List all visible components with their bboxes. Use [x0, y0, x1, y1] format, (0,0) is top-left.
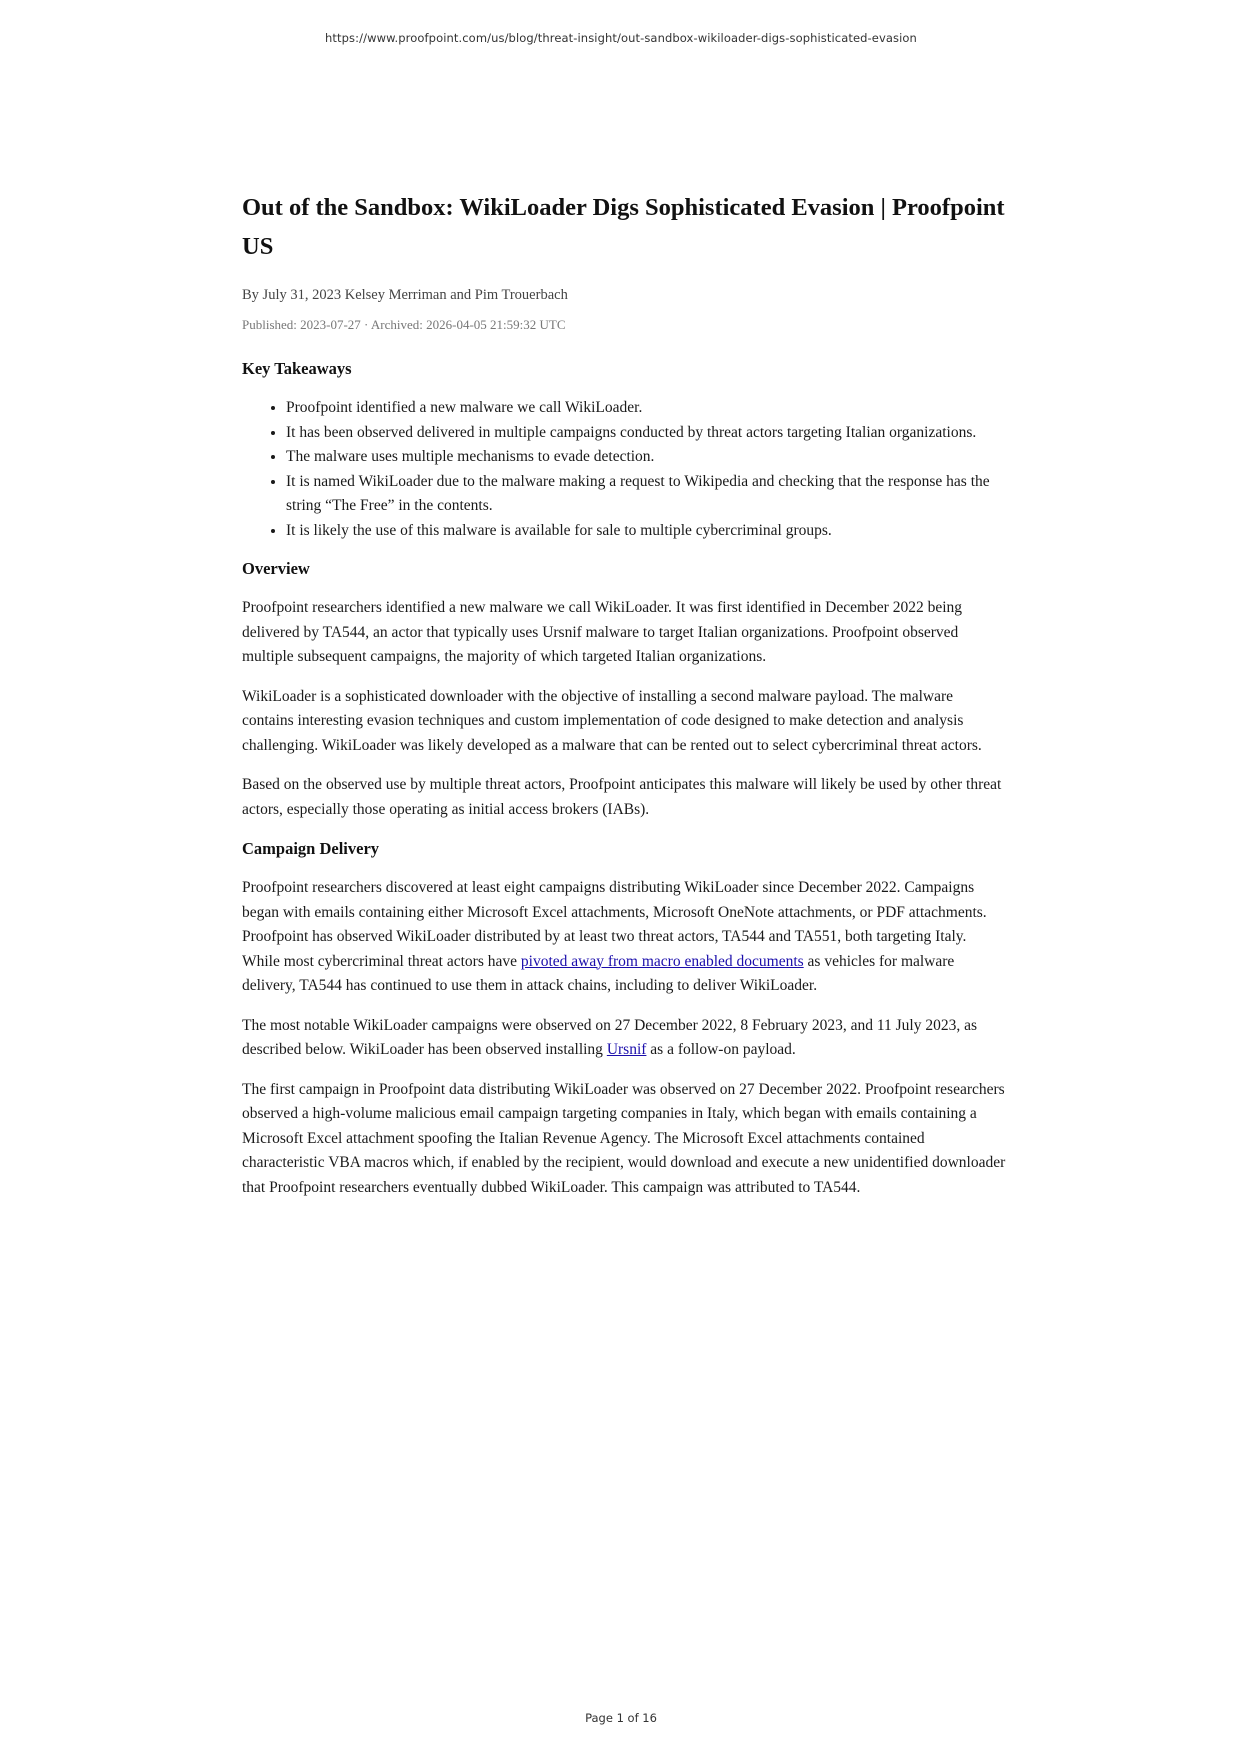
- article-title: Out of the Sandbox: WikiLoader Digs Sophisticated Evasion | Proofpoint US: [242, 194, 1005, 260]
- link-ursnif[interactable]: Ursnif: [606, 1041, 647, 1058]
- paragraph: WikiLoader is a sophisticated downloader with the objective of installing a second malware payload. The malware contains interesting evasion techniques and custom implementation of code designed to make detection and analysis challenging. WikiLoader was likely developed as a malware that can be rented out to select cybercriminal threat actors.: [242, 687, 982, 754]
- paragraph: The first campaign in Proofpoint data distributing WikiLoader was observed on 27 December 2022. Proofpoint researchers observed a high-volume malicious email campaign targeting companies in Italy, which began with emails containing a Microsoft Excel attachment spoofing the Italian Revenue Agency. The Microsoft Excel attachments contained characteristic VBA macros which, if enabled by the recipient, would download and execute a new unidentified downloader that Proofpoint researchers eventually dubbed WikiLoader. This campaign was attributed to TA544.: [242, 1080, 1006, 1196]
- paragraph-text: Proofpoint researchers discovered at least eight campaigns distributing WikiLoader since December 2022. Campaigns began with emails containing either Microsoft Excel attachments, Microsoft OneNote attachments, or PDF attachments. Proofpoint has observed WikiLoader distributed by at least two threat actors, TA544 and TA551, both targeting Italy. While most cybercriminal threat actors have: [242, 879, 987, 970]
- paragraph-text: The most notable WikiLoader campaigns were observed on 27 December 2022, 8 February 2023, and 11 July 2023, as described below. WikiLoader has been observed installing: [242, 1016, 978, 1058]
- article: [242, 188, 1006, 1215]
- paragraph: Based on the observed use by multiple threat actors, Proofpoint anticipates this malware will likely be used by other threat actors, especially those operating as initial access brokers (IABs).: [242, 776, 1002, 818]
- page-number: Page 1 of 16: [585, 1711, 657, 1725]
- paragraph: [242, 1014, 1006, 1063]
- paragraph-text: as vehicles for malware delivery, TA544 has continued to use them in attack chains, including to deliver WikiLoader.: [242, 952, 955, 994]
- list-item: • It is likely the use of this malware is available for sale to multiple cybercriminal groups.: [286, 519, 1006, 544]
- article-meta: Published: 2023-07-27 · Archived: 2026-04-05 21:59:32 UTC: [242, 317, 566, 332]
- list-item: • It has been observed delivered in multiple campaigns conducted by threat actors targeting Italian organizations.: [286, 421, 1006, 446]
- section-heading-campaign-delivery: Campaign Delivery: [242, 839, 380, 858]
- paragraph-text: as a follow-on payload.: [646, 1041, 796, 1058]
- list-item: • Proofpoint identified a new malware we call WikiLoader.: [286, 396, 1006, 421]
- list-item: • The malware uses multiple mechanisms to evade detection.: [286, 445, 1006, 470]
- page-url-header: https://www.proofpoint.com/us/blog/threat-insight/out-sandbox-wikiloader-digs-sophisticated-evasion: [325, 31, 917, 45]
- article-byline: By July 31, 2023 Kelsey Merriman and Pim Trouerbach: [242, 287, 568, 303]
- key-takeaways-list: [242, 396, 1006, 543]
- section-heading-overview: Overview: [242, 559, 310, 578]
- list-item: • It is named WikiLoader due to the malware making a request to Wikipedia and checking that the response has the string “The Free” in the contents.: [286, 470, 1006, 519]
- paragraph: Proofpoint researchers identified a new malware we call WikiLoader. It was first identified in December 2022 being delivered by TA544, an actor that typically uses Ursnif malware to target Italian organizations. Proofpoint observed multiple subsequent campaigns, the majority of which targeted Italian organizations.: [242, 599, 963, 665]
- paragraph: [242, 876, 1006, 999]
- link-macro-documents[interactable]: pivoted away from macro enabled documents: [520, 952, 804, 970]
- section-heading-key-takeaways: Key Takeaways: [242, 359, 352, 378]
